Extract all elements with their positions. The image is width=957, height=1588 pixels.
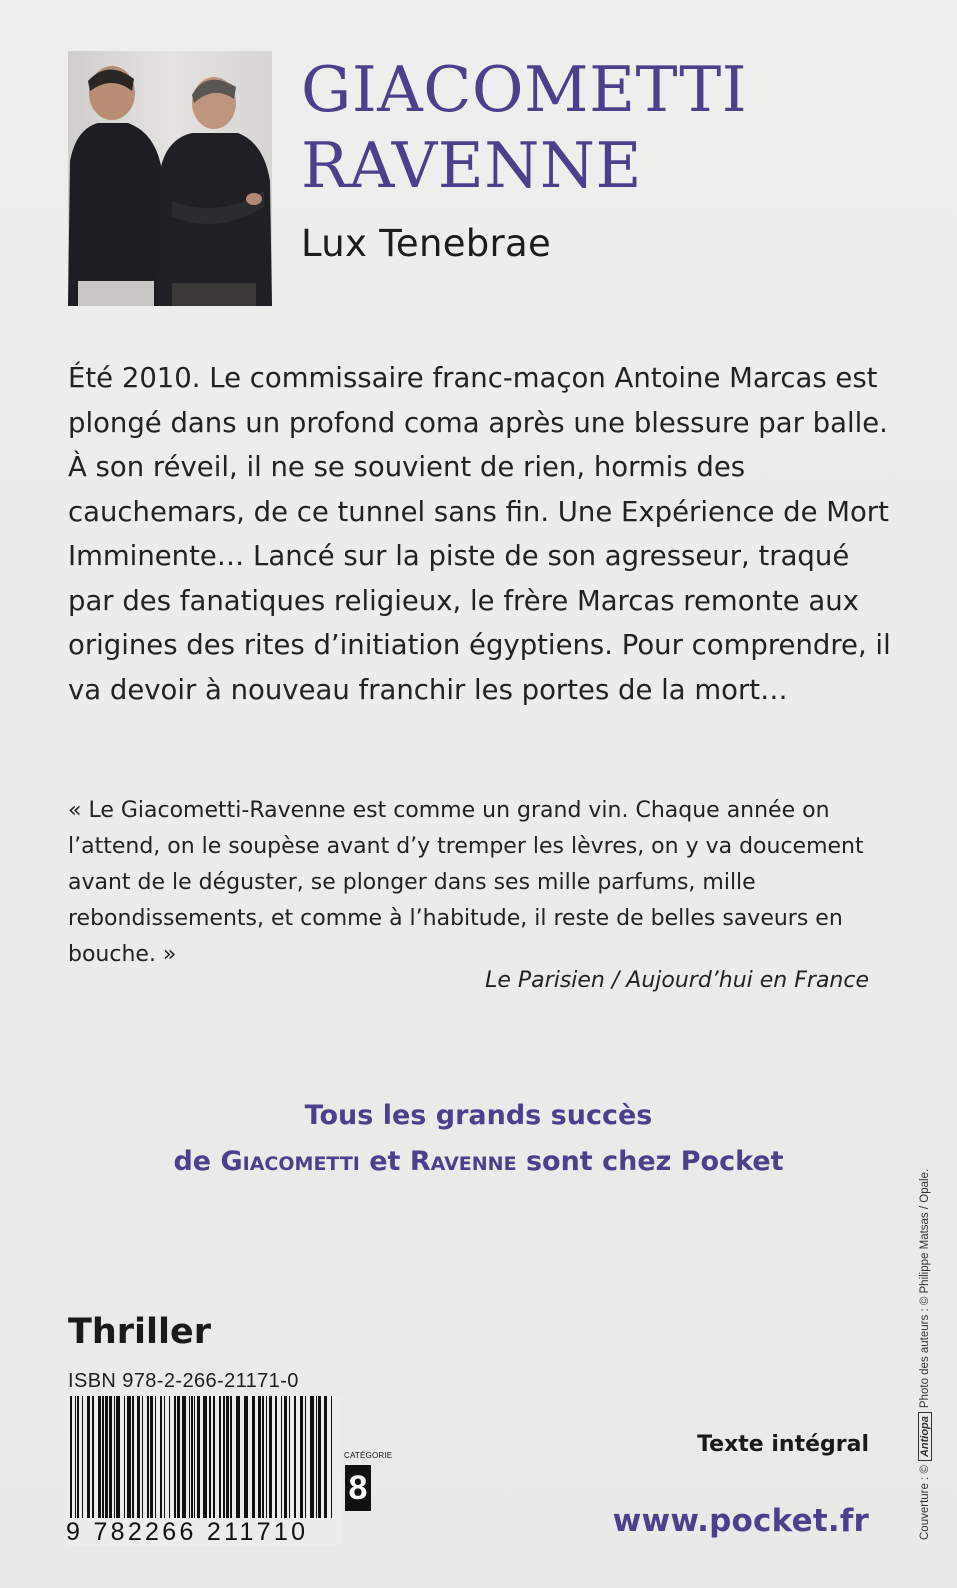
- author-photo-credit: Photo des auteurs : © Philippe Matsas / Opale.: [919, 1168, 931, 1409]
- quote-source: Le Parisien / Aujourd’hui en France: [485, 968, 869, 993]
- cover-credit: Couverture : ©: [919, 1465, 931, 1540]
- barcode-bar: [305, 1396, 306, 1520]
- barcode-bar: [160, 1396, 162, 1520]
- barcode-bar: [109, 1396, 112, 1520]
- promo-line-1: Tous les grands succès: [304, 1100, 653, 1131]
- agency-logo: Antiopa: [918, 1412, 932, 1461]
- barcode-bar: [150, 1396, 153, 1520]
- barcode-bar: [269, 1396, 272, 1520]
- promo-prefix: de: [173, 1146, 221, 1177]
- barcode-bar: [316, 1396, 317, 1520]
- barcode-bar: [155, 1396, 156, 1520]
- author-name-1: GIACOMETTI: [301, 53, 748, 126]
- promo-suffix: sont chez Pocket: [516, 1146, 784, 1177]
- edition-note: Texte intégral: [697, 1432, 869, 1457]
- barcode-bar: [223, 1396, 225, 1520]
- barcode-bar: [236, 1396, 240, 1520]
- genre-label: Thriller: [68, 1312, 212, 1352]
- barcode-bar: [262, 1396, 264, 1520]
- barcode-bar: [281, 1396, 282, 1520]
- category-label: CATÉGORIE: [344, 1451, 393, 1460]
- barcode-bar: [82, 1396, 83, 1520]
- barcode-bar: [75, 1396, 76, 1520]
- barcode-bar: [275, 1396, 277, 1520]
- author-photo: [68, 51, 272, 306]
- barcode-bar: [70, 1396, 72, 1520]
- barcode-bar: [114, 1396, 115, 1520]
- author-name-2: RAVENNE: [301, 129, 643, 202]
- barcode-bar: [132, 1396, 134, 1520]
- barcode-bar: [116, 1396, 120, 1520]
- barcode-bar: [300, 1396, 303, 1520]
- barcode-bar: [252, 1396, 255, 1520]
- barcode-bar: [294, 1396, 296, 1520]
- barcode-bar: [324, 1396, 327, 1520]
- promo-connector: et: [359, 1146, 410, 1177]
- barcode-bar: [284, 1396, 287, 1520]
- barcode-bar: [189, 1396, 190, 1520]
- barcode-bar: [98, 1396, 101, 1520]
- barcode-bar: [174, 1396, 176, 1520]
- barcode-bar: [182, 1396, 186, 1520]
- barcode-bar: [127, 1396, 131, 1520]
- barcode-bar: [92, 1396, 94, 1520]
- barcode-bar: [318, 1396, 321, 1520]
- barcode-number: 9 782266 211710: [66, 1518, 336, 1546]
- barcode-bar: [219, 1396, 221, 1520]
- barcode-bar: [77, 1396, 79, 1520]
- barcode-bar: [102, 1396, 104, 1520]
- barcode-bar: [105, 1396, 108, 1520]
- promo-author-2: Ravenne: [409, 1146, 517, 1177]
- photo-credits: [918, 1169, 932, 1540]
- barcode-bar: [213, 1396, 215, 1520]
- barcode-bar: [177, 1396, 180, 1520]
- category-badge: 8: [345, 1465, 371, 1511]
- barcode-bar: [169, 1396, 170, 1520]
- publisher-website[interactable]: www.pocket.fr: [612, 1503, 869, 1539]
- barcode-bar: [142, 1396, 143, 1520]
- promo-line-2: [0, 1139, 957, 1185]
- barcode-bar: [197, 1396, 200, 1520]
- promo-author-1: Giacometti: [220, 1146, 360, 1177]
- barcode-bar: [203, 1396, 207, 1520]
- barcode-bar: [310, 1396, 314, 1520]
- barcode-bar: [194, 1396, 195, 1520]
- author-names: [301, 52, 747, 204]
- barcode-bar: [331, 1396, 332, 1520]
- barcode-bar: [244, 1396, 248, 1520]
- barcode-bar: [226, 1396, 229, 1520]
- press-quote: « Le Giacometti-Ravenne est comme un grand vin. Chaque année on l’attend, on le soupèse avant d’y tremper les lèvres, on y va doucement avant de le déguster, se plonger dans ses mille parfums, mille rebondissements, et comme à l’habitude, il reste de belles saveurs en bouche. »: [68, 798, 864, 967]
- barcode-bar: [289, 1396, 290, 1520]
- barcode-bar: [230, 1396, 232, 1520]
- barcode-bar: [87, 1396, 90, 1520]
- book-title: Lux Tenebrae: [301, 222, 552, 265]
- barcode-bar: [191, 1396, 193, 1520]
- barcode-bar: [124, 1396, 125, 1520]
- synopsis: Été 2010. Le commissaire franc-maçon Antoine Marcas est plongé dans un profond coma après une blessure par balle. À son réveil, il ne se souvient de rien, hormis des cauchemars, de ce tunnel sans fin. Une Expérience de Mort Imminente… Lancé sur la piste de son agresseur, traqué par des fanatiques religieux, le frère Marcas remonte aux origines des rites d’initiation égyptiens. Pour comprendre, il va devoir à nouveau franchir les portes de la mort…: [68, 362, 891, 706]
- barcode-bar: [137, 1396, 140, 1520]
- barcode-bar: [258, 1396, 261, 1520]
- barcode-bar: [147, 1396, 149, 1520]
- barcode-bar: [209, 1396, 211, 1520]
- promo-text: [0, 1093, 957, 1185]
- isbn: ISBN 978-2-266-21171-0: [68, 1370, 299, 1392]
- barcode-bar: [164, 1396, 165, 1520]
- barcode-bar: [266, 1396, 267, 1520]
